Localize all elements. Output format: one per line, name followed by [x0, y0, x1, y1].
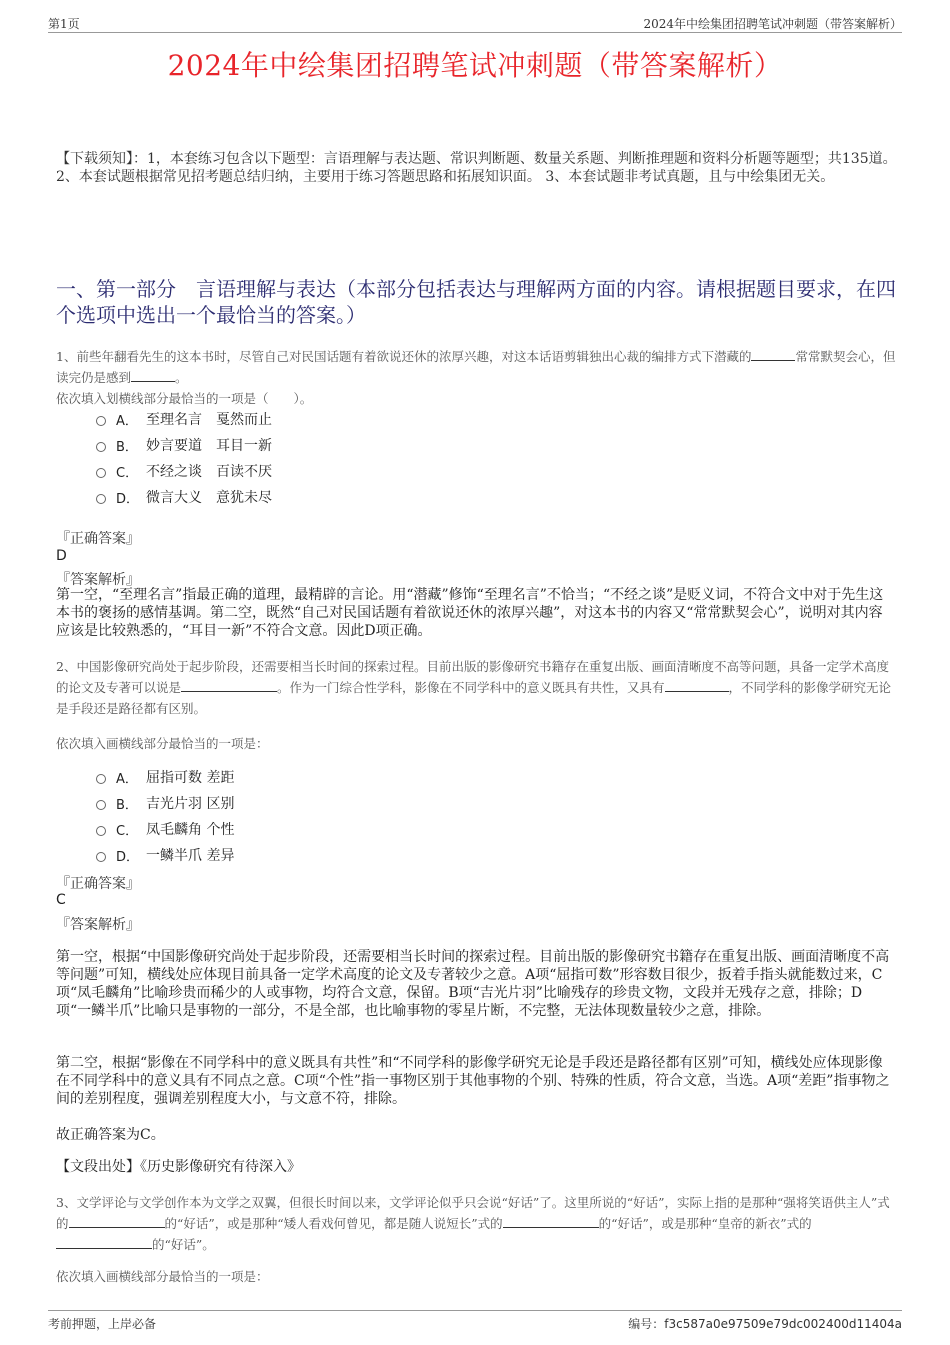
- question-2-source: 【文段出处】《历史影像研究有待深入》: [56, 1159, 301, 1175]
- question-2-answer: C: [56, 892, 66, 908]
- option-d[interactable]: D． 微言大义 意犹未尽: [96, 484, 272, 510]
- question-2-analysis-1: 第一空，根据“中国影像研究尚处于起步阶段，还需要相当长时间的探索过程。目前出版的影像研究书籍存在重复出版、画面清晰度不高等问题”可知，横线处应体现目前具备一定学术高度的论文及专著较少之意。A项“屈指可数”形容数目很少，扳着手指头就能数过来，C项“凤毛麟角”比喻珍贵而稀少的人或事物，均符合文意，保留。B项“吉光片羽”比喻残存的珍贵文物，文段并无残存之意，排除；D项“一鳞半爪”比喻只是事物的一部分，不是全部，也比喻事物的零星片断，不完整，无法体现数量较少之意，排除。: [56, 949, 890, 1019]
- download-notice: 【下载须知】：1，本套练习包含以下题型：言语理解与表达题、常识判断题、数量关系题、判断推理题和资料分析题等题型；共135道。 2、本套试题根据常见招考题总结归纳，主要用于练习答题思路和拓展知识面。 3、本套试题非考试真题，且与中绘集团无关。: [56, 151, 897, 185]
- page-header: [48, 12, 902, 33]
- option-c[interactable]: C． 凤毛麟角 个性: [96, 816, 234, 842]
- section-heading: 一、第一部分 言语理解与表达（本部分包括表达与理解两方面的内容。请根据题目要求，在四个选项中选出一个最恰当的答案。）: [56, 277, 896, 327]
- radio-icon[interactable]: [96, 826, 106, 836]
- analysis-label: 『答案解析』: [56, 572, 140, 588]
- correct-answer-label: 『正确答案』: [56, 531, 140, 547]
- page-footer: [48, 1310, 902, 1331]
- radio-icon[interactable]: [96, 468, 106, 478]
- blank: [131, 369, 175, 382]
- blank: [56, 1236, 152, 1249]
- option-b[interactable]: B． 吉光片羽 区别: [96, 790, 234, 816]
- radio-icon[interactable]: [96, 442, 106, 452]
- blank: [751, 348, 795, 361]
- option-d[interactable]: D． 一鳞半爪 差异: [96, 842, 234, 868]
- option-c[interactable]: C． 不经之谈 百读不厌: [96, 458, 272, 484]
- blank: [181, 679, 277, 692]
- header-doc-title: 2024年中绘集团招聘笔试冲刺题（带答案解析）: [643, 17, 902, 31]
- question-2-prompt: 依次填入画横线部分最恰当的一项是：: [56, 736, 269, 751]
- question-1-analysis: 第一空，“至理名言”指最正确的道理，最精辟的言论。用“潜藏”修饰“至理名言”不恰当；“不经之谈”是贬义词，不符合文中对于先生这本书的褒扬的感情基调。第二空，既然“自己对民国话题有着欲说还休的浓厚兴趣”，对这本书的内容又“常常默契会心”，说明对其内容应该是比较熟悉的，“耳目一新”不符合文意。因此D项正确。: [56, 587, 884, 639]
- question-2-analysis-2: 第二空，根据“影像在不同学科中的意义既具有共性”和“不同学科的影像学研究无论是手段还是路径都有区别”可知，横线处应体现影像在不同学科中的意义具有不同点之意。C项“个性”指一事物区别于其他事物的个别、特殊的性质，符合文意，当选。A项“差距”指事物之间的差别程度，强调差别程度大小，与文意不符，排除。: [56, 1055, 890, 1107]
- footer-code: 编号：f3c587a0e97509e79dc002400d11404a: [628, 1317, 902, 1331]
- question-1-answer: D: [56, 548, 67, 564]
- page-number: 第1页: [48, 17, 80, 31]
- question-1-options: [96, 406, 272, 510]
- analysis-label: 『答案解析』: [56, 917, 140, 933]
- blank: [665, 679, 729, 692]
- radio-icon[interactable]: [96, 800, 106, 810]
- question-3-stem: 3、文学评论与文学创作本为文学之双翼，但很长时间以来，文学评论似乎只会说“好话”了。这里所说的“好话”，实际上指的是那种“强将笑语供主人”式的 的“好话”，或是那种“矮人看戏何曾见，都是随人说短长”式的 的“好话”，或是那种“皇帝的新衣”式的的“好话”。: [56, 1195, 890, 1252]
- radio-icon[interactable]: [96, 494, 106, 504]
- radio-icon[interactable]: [96, 852, 106, 862]
- correct-answer-label: 『正确答案』: [56, 876, 140, 892]
- question-3-prompt: 依次填入画横线部分最恰当的一项是：: [56, 1269, 269, 1284]
- blank: [503, 1215, 599, 1228]
- option-a[interactable]: A． 屈指可数 差距: [96, 764, 234, 790]
- question-2-conclusion: 故正确答案为C。: [56, 1127, 165, 1143]
- question-1-prompt: 依次填入划横线部分最恰当的一项是（ ）。: [56, 391, 313, 406]
- blank: [69, 1215, 165, 1228]
- question-1-stem: 1、前些年翻看先生的这本书时，尽管自己对民国话题有着欲说还休的浓厚兴趣，对这本话语剪辑独出心裁的编排方式下潜藏的 常常默契会心，但读完仍是感到 。 依次填入划横线部分最恰当的一项是（ ）。: [56, 349, 896, 406]
- question-2-options: [96, 764, 234, 868]
- option-b[interactable]: B． 妙言要道 耳目一新: [96, 432, 272, 458]
- radio-icon[interactable]: [96, 774, 106, 784]
- question-2-stem: 2、中国影像研究尚处于起步阶段，还需要相当长时间的探索过程。目前出版的影像研究书籍存在重复出版、画面清晰度不高等问题，具备一定学术高度的论文及专著可以说是 。作为一门综合性学科，影像在不同学科中的意义既具有共性，又具有 ，不同学科的影像学研究无论是手段还是路径都有区别。: [56, 659, 892, 716]
- footer-slogan: 考前押题，上岸必备: [48, 1317, 157, 1331]
- document-title: 2024年中绘集团招聘笔试冲刺题（带答案解析）: [167, 49, 783, 82]
- radio-icon[interactable]: [96, 416, 106, 426]
- option-a[interactable]: A． 至理名言 戛然而止: [96, 406, 272, 432]
